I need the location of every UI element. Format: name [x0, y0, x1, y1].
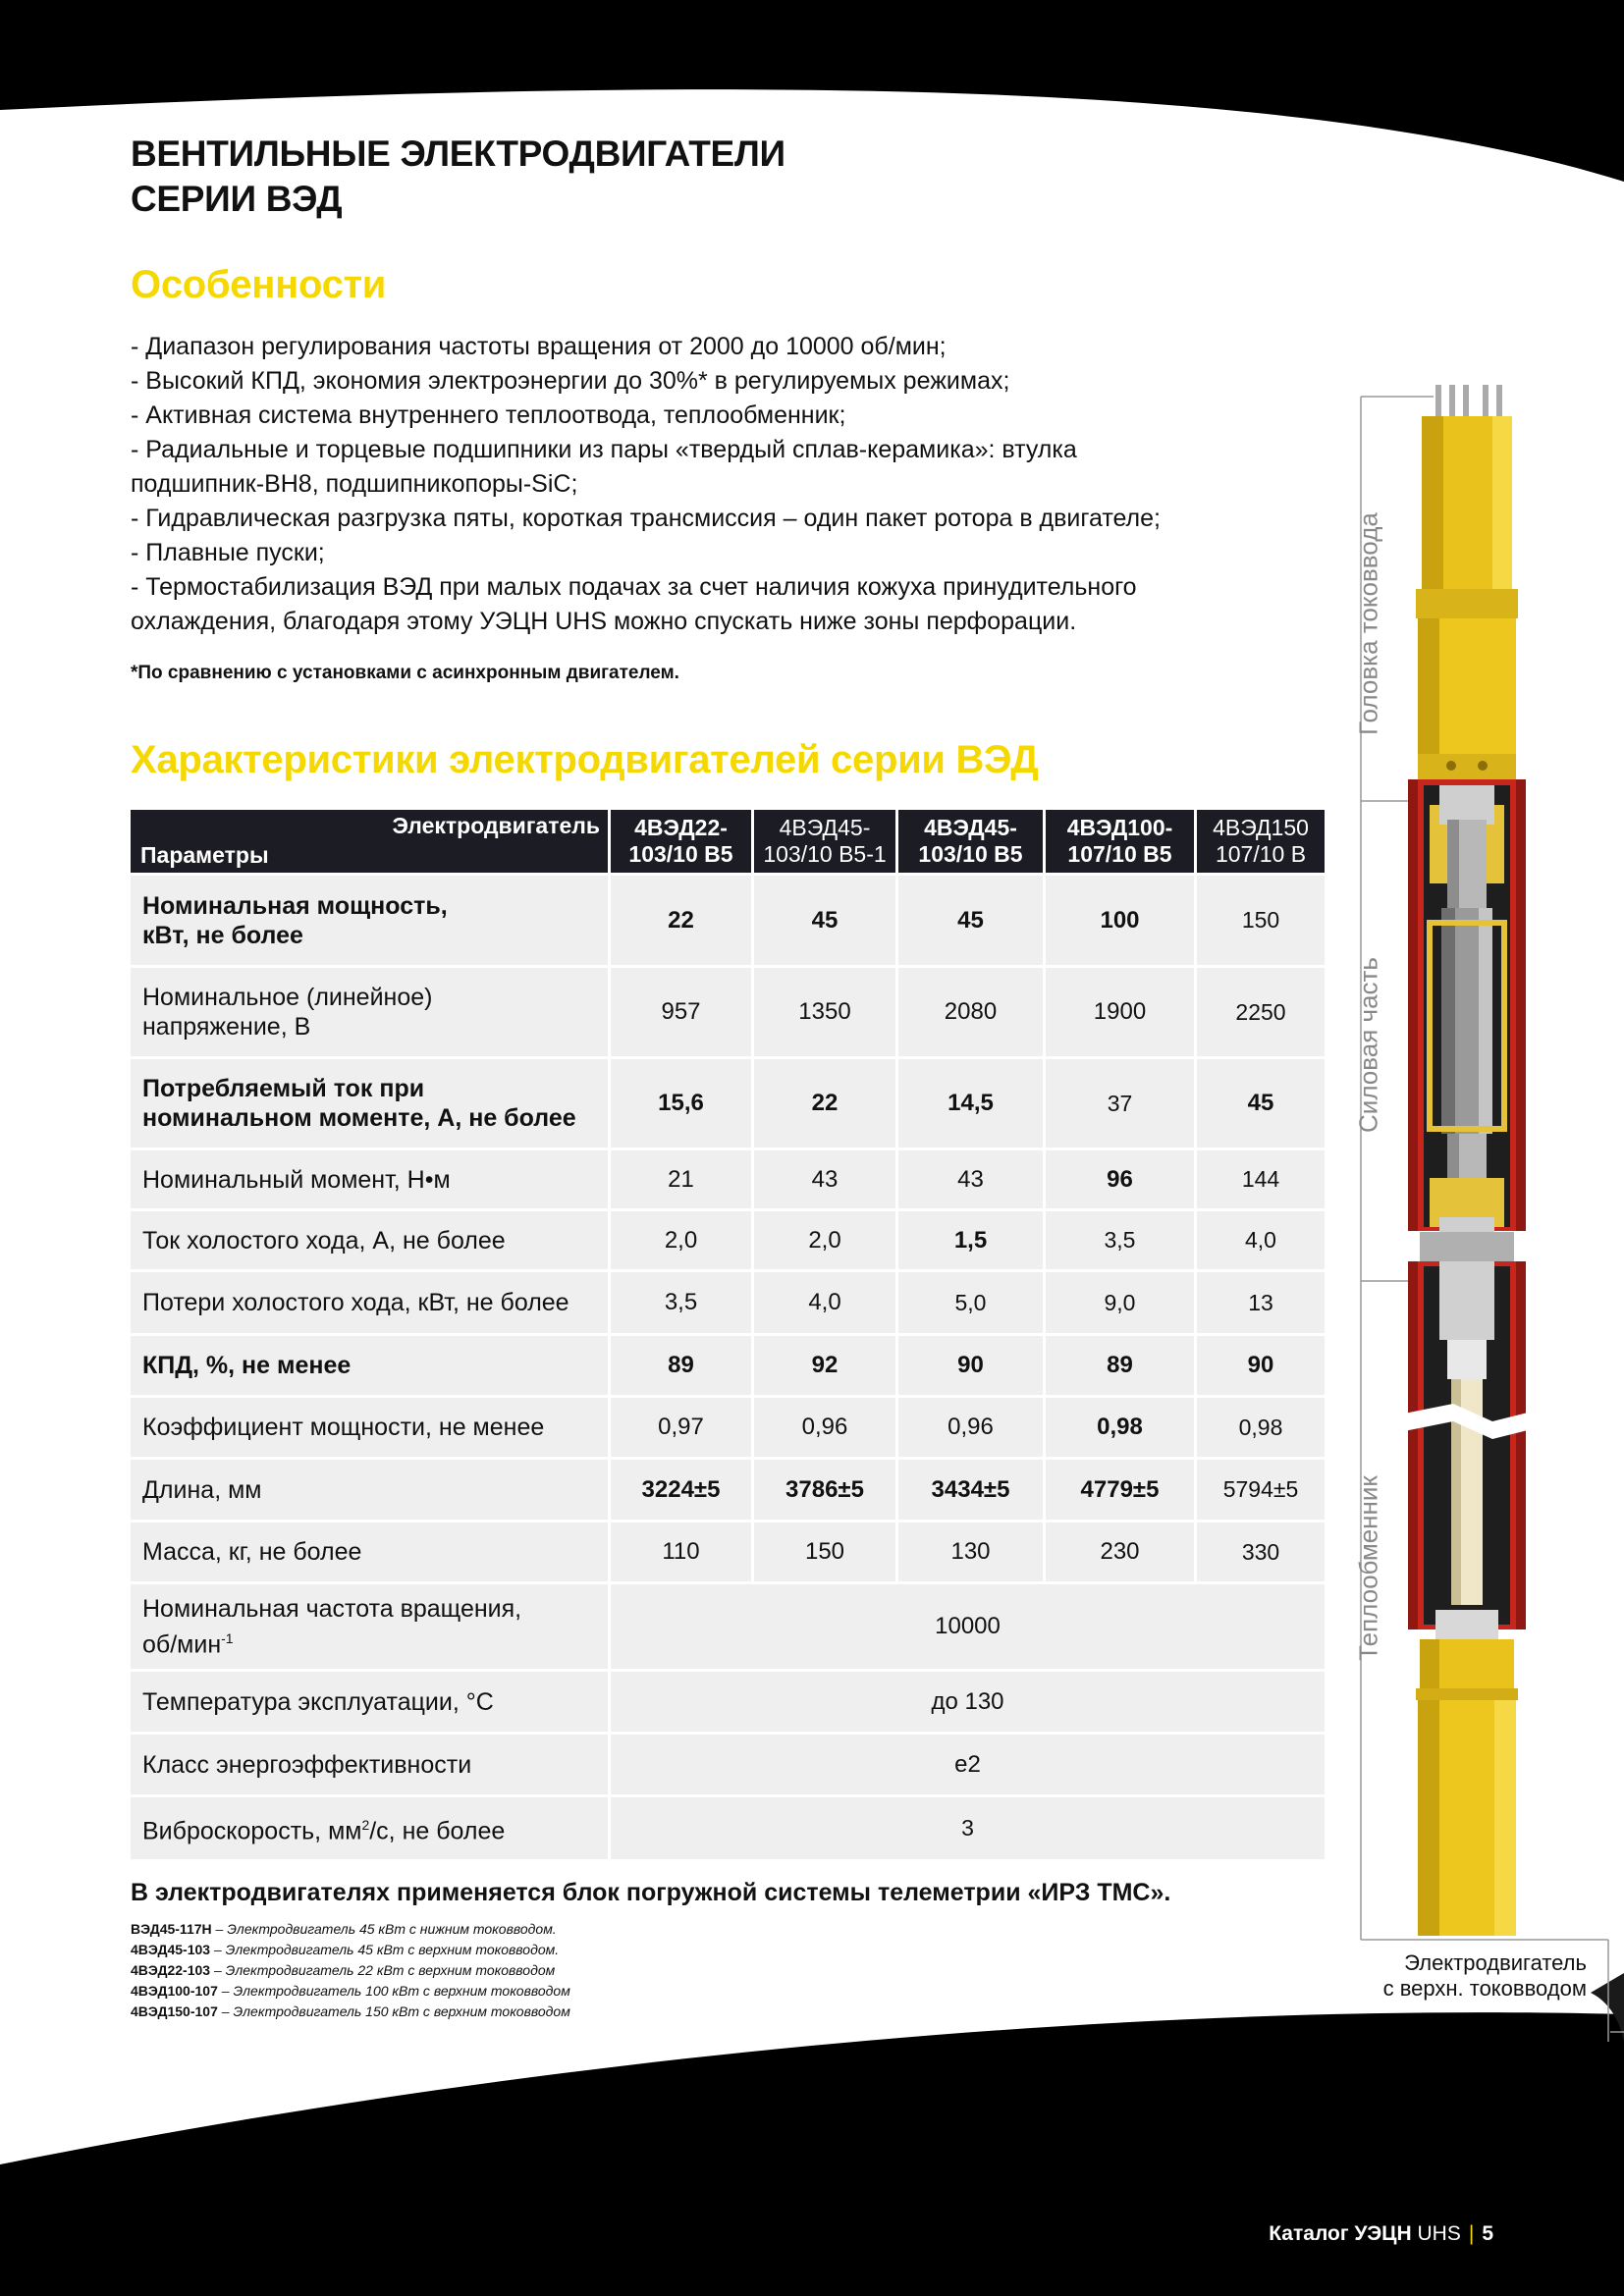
footer-catalog-title: Каталог УЭЦН	[1269, 2222, 1412, 2245]
footer-separator: |	[1468, 2222, 1475, 2245]
page-title-line2: СЕРИИ ВЭД	[131, 179, 343, 219]
legend-item: 4ВЭД45-103 – Электродвигатель 45 кВт с верхним токовводом.	[131, 1942, 560, 1957]
footer-catalog-suffix: UHS	[1411, 2222, 1461, 2245]
features-list	[131, 330, 1201, 639]
param-name: Ток холостого хода, А, не более	[131, 1211, 608, 1269]
table-cell: 0,97	[611, 1398, 751, 1457]
table-cell: 1,5	[898, 1211, 1043, 1269]
table-row	[131, 1735, 1325, 1794]
param-name: Потери холостого хода, кВт, не более	[131, 1272, 608, 1333]
table-cell: 330	[1197, 1522, 1325, 1581]
param-name: КПД, %, не менее	[131, 1336, 608, 1395]
label-head: Головка токоввода	[1353, 512, 1383, 735]
param-name: Коэффициент мощности, не менее	[131, 1398, 608, 1457]
table-cell: 230	[1046, 1522, 1194, 1581]
param-name: Виброскорость, $мм^2/с$, не более	[131, 1797, 608, 1859]
page-title	[131, 132, 785, 222]
model-header: 4ВЭД22- 103/10 В5	[611, 810, 751, 873]
table-cell: 22	[754, 1059, 895, 1148]
features-footnote: *По сравнению с установками с асинхронным двигателем.	[131, 663, 679, 683]
table-row	[131, 1059, 1325, 1148]
page-title-line1: ВЕНТИЛЬНЫЕ ЭЛЕКТРОДВИГАТЕЛИ	[131, 133, 785, 174]
feature-item: - Плавные пуски;	[131, 539, 325, 566]
table-cell: 1900	[1046, 968, 1194, 1056]
table-cell: 3,5	[1046, 1211, 1194, 1269]
table-row	[131, 1672, 1325, 1732]
specs-heading: Характеристики электродвигателей серии ВЭД	[131, 738, 1039, 781]
table-cell: 0,98	[1197, 1398, 1325, 1457]
legend-item: 4ВЭД150-107 – Электродвигатель 150 кВт с верхним токовводом	[131, 2003, 570, 2019]
table-cell: 0,98	[1046, 1398, 1194, 1457]
legend-item: ВЭД45-117Н – Электродвигатель 45 кВт с нижним токовводом.	[131, 1921, 557, 1937]
table-cell: 150	[754, 1522, 895, 1581]
model-header: 4ВЭД100- 107/10 В5	[1046, 810, 1194, 873]
table-cell: 0,96	[754, 1398, 895, 1457]
table-cell: 21	[611, 1150, 751, 1208]
table-cell: 14,5	[898, 1059, 1043, 1148]
table-cell: 22	[611, 876, 751, 965]
table-cell: 2,0	[754, 1211, 895, 1269]
table-cell: 45	[1197, 1059, 1325, 1148]
table-cell: 96	[1046, 1150, 1194, 1208]
table-cell: 43	[754, 1150, 895, 1208]
motor-illustration	[1345, 373, 1600, 1944]
table-cell: 2,0	[611, 1211, 751, 1269]
table-cell: 5,0	[898, 1272, 1043, 1333]
feature-item: - Высокий КПД, экономия электроэнергии до 30%* в регулируемых режимах;	[131, 367, 1010, 395]
page-number: 5	[1482, 2222, 1493, 2245]
param-name: Масса, кг, не более	[131, 1522, 608, 1581]
param-name: Температура эксплуатации, °С	[131, 1672, 608, 1732]
table-row	[131, 1522, 1325, 1581]
table-cell: 2250	[1197, 968, 1325, 1056]
table-header-corner	[131, 810, 608, 873]
table-row	[131, 876, 1325, 965]
table-cell: 90	[898, 1336, 1043, 1395]
specs-table	[128, 807, 1327, 1862]
param-name: Длина, мм	[131, 1460, 608, 1520]
table-cell: 130	[898, 1522, 1043, 1581]
table-cell: 45	[754, 876, 895, 965]
param-name: Потребляемый ток при номинальном моменте, А, не более	[131, 1059, 608, 1148]
table-cell: 110	[611, 1522, 751, 1581]
param-name: Номинальный момент, Н•м	[131, 1150, 608, 1208]
table-cell: 89	[611, 1336, 751, 1395]
table-cell: 3434±5	[898, 1460, 1043, 1520]
table-row	[131, 1336, 1325, 1395]
model-header: 4ВЭД150 107/10 В	[1197, 810, 1325, 873]
table-cell: 15,6	[611, 1059, 751, 1148]
table-row	[131, 1797, 1325, 1859]
model-header: 4ВЭД45- 103/10 В5-1	[754, 810, 895, 873]
model-header: 4ВЭД45- 103/10 В5	[898, 810, 1043, 873]
page-footer	[1269, 2222, 1493, 2246]
table-row	[131, 1272, 1325, 1333]
table-row	[131, 1211, 1325, 1269]
feature-item: - Термостабилизация ВЭД при малых подачах за счет наличия кожуха принудительного охлаждения, благодаря этому УЭЦН UHS можно спускать ниже зоны перфорации.	[131, 573, 1137, 635]
table-row	[131, 1150, 1325, 1208]
table-cell: 92	[754, 1336, 895, 1395]
header-motor-label: Электродвигатель	[392, 813, 600, 838]
table-cell: 3224±5	[611, 1460, 751, 1520]
param-name: Номинальная мощность, кВт, не более	[131, 876, 608, 965]
table-cell: 3786±5	[754, 1460, 895, 1520]
header-params-label: Параметры	[140, 842, 269, 868]
table-cell: 4,0	[1197, 1211, 1325, 1269]
feature-item: - Радиальные и торцевые подшипники из пары «твердый сплав-керамика»: втулка подшипник-ВН8, подшипникопоры-SiC;	[131, 436, 1077, 498]
table-cell: 5794±5	[1197, 1460, 1325, 1520]
telemetry-note: В электродвигателях применяется блок погружной системы телеметрии «ИРЗ ТМС».	[131, 1879, 1171, 1906]
param-name: Номинальное (линейное) напряжение, В	[131, 968, 608, 1056]
label-heat-exchanger: Теплообменник	[1353, 1475, 1383, 1661]
table-row	[131, 1398, 1325, 1457]
table-cell-merged: е2	[611, 1735, 1325, 1794]
table-cell: 13	[1197, 1272, 1325, 1333]
legend-item: 4ВЭД22-103 – Электродвигатель 22 кВт с верхним токовводом	[131, 1962, 556, 1978]
table-cell-merged: 3	[611, 1797, 1325, 1859]
table-cell: 150	[1197, 876, 1325, 965]
table-cell: 0,96	[898, 1398, 1043, 1457]
table-header-row	[131, 810, 1325, 873]
table-cell: 43	[898, 1150, 1043, 1208]
model-legend	[131, 1919, 570, 2022]
figure-caption: Электродвигатель с верхн. токовводом	[1382, 1950, 1587, 2001]
table-cell: 4779±5	[1046, 1460, 1194, 1520]
table-row	[131, 1584, 1325, 1669]
param-name: Номинальная частота вращения, об/мин$^{-1}$	[131, 1584, 608, 1669]
table-cell: 2080	[898, 968, 1043, 1056]
table-cell: 45	[898, 876, 1043, 965]
table-cell: 1350	[754, 968, 895, 1056]
table-cell: 957	[611, 968, 751, 1056]
legend-item: 4ВЭД100-107 – Электродвигатель 100 кВт с верхним токовводом	[131, 1983, 570, 1999]
table-cell-merged: 10000	[611, 1584, 1325, 1669]
feature-item: - Активная система внутреннего теплоотвода, теплообменник;	[131, 401, 846, 429]
feature-item: - Гидравлическая разгрузка пяты, короткая трансмиссия – один пакет ротора в двигателе;	[131, 505, 1161, 532]
table-row	[131, 968, 1325, 1056]
table-row	[131, 1460, 1325, 1520]
table-cell: 9,0	[1046, 1272, 1194, 1333]
label-power: Силовая часть	[1353, 957, 1383, 1133]
table-cell: 144	[1197, 1150, 1325, 1208]
table-cell: 3,5	[611, 1272, 751, 1333]
table-cell: 90	[1197, 1336, 1325, 1395]
feature-item: - Диапазон регулирования частоты вращения от 2000 до 10000 об/мин;	[131, 333, 947, 360]
table-cell: 4,0	[754, 1272, 895, 1333]
table-cell: 100	[1046, 876, 1194, 965]
table-cell: 37	[1046, 1059, 1194, 1148]
table-cell: 89	[1046, 1336, 1194, 1395]
features-heading: Особенности	[131, 263, 387, 306]
table-cell-merged: до 130	[611, 1672, 1325, 1732]
param-name: Класс энергоэффективности	[131, 1735, 608, 1794]
